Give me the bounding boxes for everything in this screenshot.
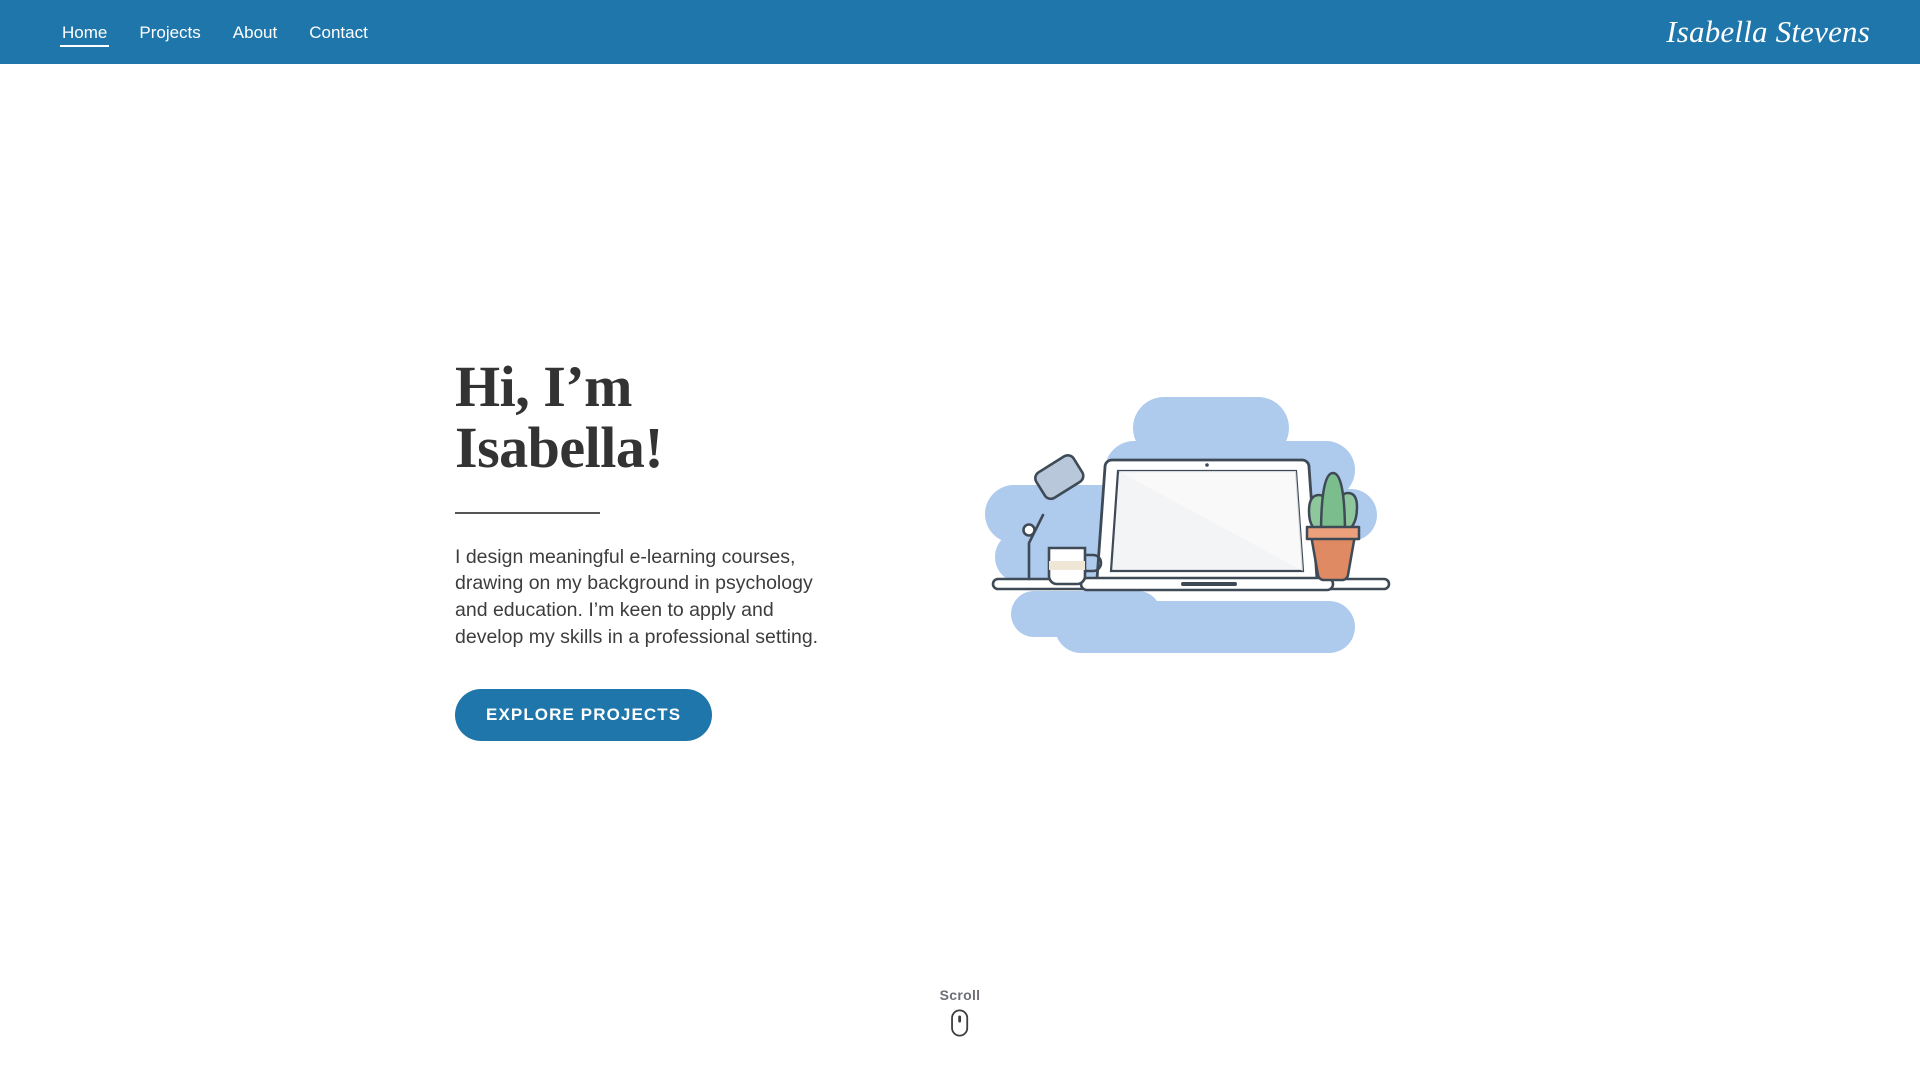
- page-title: [455, 353, 885, 480]
- scroll-label: Scroll: [939, 987, 981, 1003]
- explore-projects-button[interactable]: EXPLORE PROJECTS: [455, 689, 712, 741]
- site-brand-title[interactable]: Isabella Stevens: [1666, 14, 1870, 49]
- hero-title-line-2: Isabella!: [455, 414, 664, 480]
- top-navigation-bar: [0, 0, 1920, 64]
- nav-item-contact[interactable]: Contact: [309, 22, 368, 42]
- hero-text-block: [455, 353, 885, 741]
- nav-item-projects[interactable]: Projects: [139, 22, 201, 42]
- title-divider: [455, 512, 600, 514]
- hero-content: [0, 64, 1920, 1024]
- mouse-scroll-icon: [951, 1009, 969, 1042]
- hero-description: I design meaningful e-learning courses, drawing on my background in psychology and education. I’m keen to apply and develop my skills in a professional setting.: [455, 545, 819, 649]
- nav-item-home[interactable]: Home: [60, 18, 109, 47]
- nav-links: [60, 0, 370, 64]
- nav-item-about[interactable]: About: [232, 22, 278, 42]
- desk-with-laptop-illustration: [985, 383, 1465, 713]
- scroll-indicator[interactable]: [940, 987, 981, 1042]
- hero-section: [0, 64, 1920, 1080]
- hero-title-line-1: Hi, I’m: [455, 353, 632, 419]
